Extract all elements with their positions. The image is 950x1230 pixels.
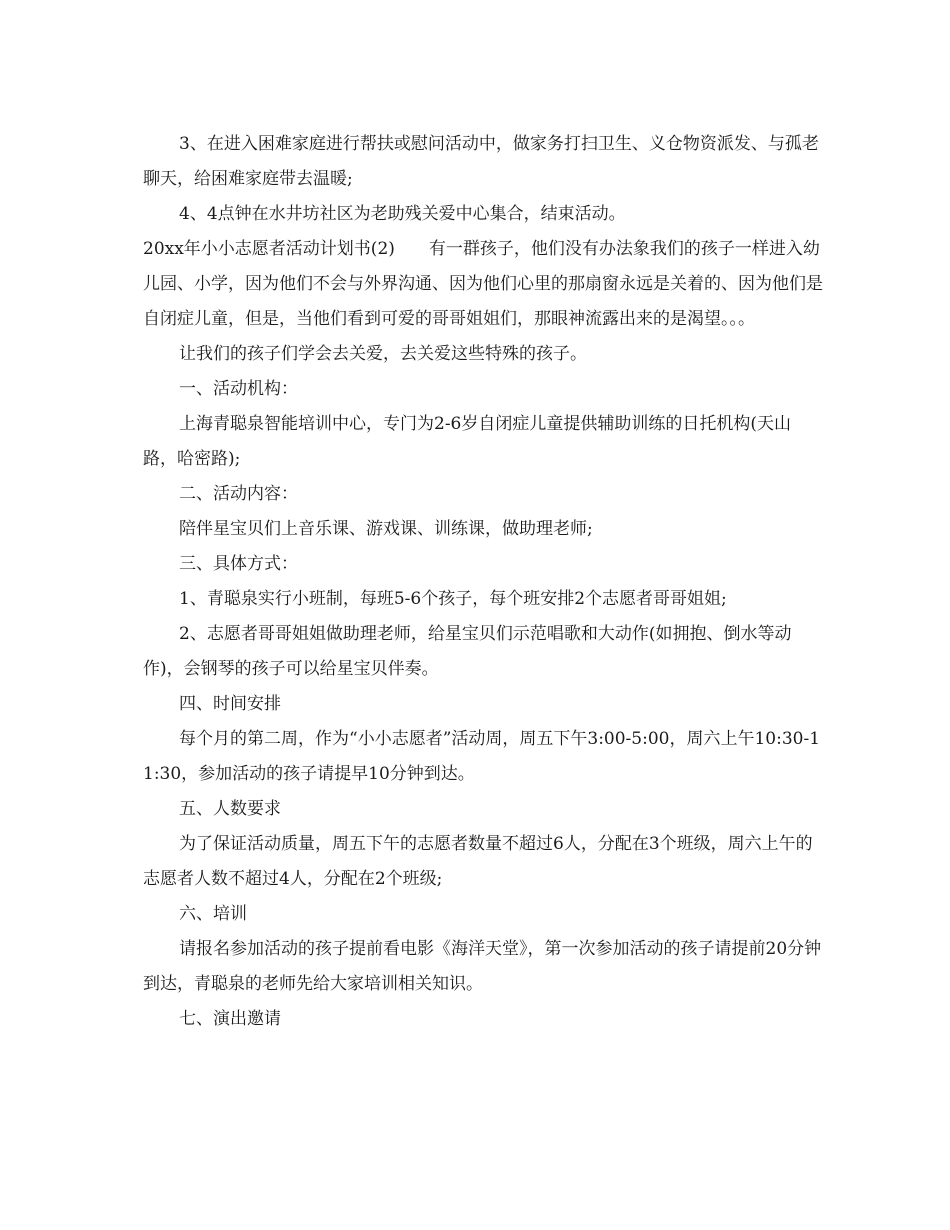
paragraph: 让我们的孩子们学会去关爱，去关爱这些特殊的孩子。	[179, 344, 587, 364]
heading-headcount: 五、人数要求	[179, 799, 281, 819]
heading-specific-method: 三、具体方式：	[179, 554, 298, 574]
paragraph: 每个月的第二周，作为“小小志愿者”活动周，周五下午3:00-5:00，周六上午10:30-11:30，参加活动的孩子请提早10分钟到达。	[143, 729, 821, 784]
paragraph: 3、在进入困难家庭进行帮扶或慰问活动中，做家务打扫卫生、义仓物资派发、与孤老聊天，给困难家庭带去温暖;	[143, 134, 819, 189]
document-body	[143, 127, 823, 1037]
paragraph: 上海青聪泉智能培训中心，专门为2-6岁自闭症儿童提供辅助训练的日托机构(天山路，哈密路);	[143, 414, 792, 469]
paragraph: 1、青聪泉实行小班制，每班5-6个孩子，每个班安排2个志愿者哥哥姐姐;	[179, 589, 727, 609]
paragraph: 2、志愿者哥哥姐姐做助理老师，给星宝贝们示范唱歌和大动作(如拥抱、倒水等动作)，会钢琴的孩子可以给星宝贝伴奏。	[143, 624, 792, 679]
paragraph: 4、4点钟在水井坊社区为老助残关爱中心集合，结束活动。	[179, 204, 626, 224]
paragraph-text: 有一群孩子，他们没有办法象我们的孩子一样进入幼儿园、小学，因为他们不会与外界沟通、因为他们心里的那扇窗永远是关着的、因为他们是自闭症儿童，但是，当他们看到可爱的哥哥姐姐们，那眼神流露出来的是渴望。。。	[143, 239, 823, 329]
heading-activity-organization: 一、活动机构：	[179, 379, 298, 399]
heading-schedule: 四、时间安排	[179, 694, 281, 714]
paragraph: 为了保证活动质量，周五下午的志愿者数量不超过6人，分配在3个班级，周六上午的志愿者人数不超过4人，分配在2个班级;	[143, 834, 813, 889]
heading-performance-invitation: 七、演出邀请	[179, 1009, 281, 1029]
heading-activity-content: 二、活动内容：	[179, 484, 298, 504]
paragraph: 陪伴星宝贝们上音乐课、游戏课、训练课，做助理老师;	[179, 519, 593, 539]
section-title: 20xx年小小志愿者活动计划书(2)	[143, 239, 395, 259]
heading-training: 六、培训	[179, 904, 247, 924]
paragraph-with-section-title	[143, 232, 823, 337]
paragraph: 请报名参加活动的孩子提前看电影《海洋天堂》，第一次参加活动的孩子请提前20分钟到达，青聪泉的老师先给大家培训相关知识。	[143, 939, 822, 994]
